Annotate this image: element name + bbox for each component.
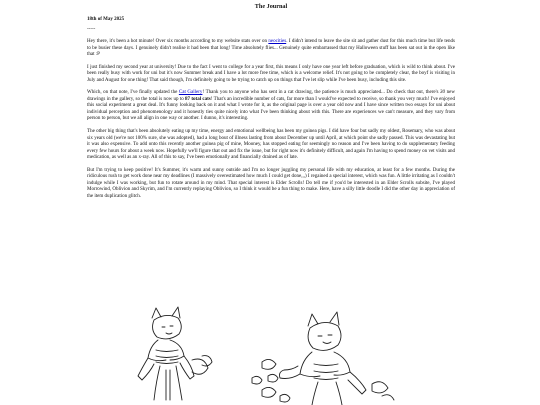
separator: ----- [87,27,96,32]
total-cats-strong: 87 total cats [185,96,211,102]
paragraph-text: ! That's an incredible number of cats, far more than I would've expected to receive, so thank you very much! I've enjoyed this social experiment a great deal. It's funny looking back on it and what I wrote for it, as the original page is over a year old now and I have since written two essays for uni about individual perception and phenomenology and it honestly ties quite nicely into what I've been thinking about with this. There are experiences we can't measure, and they vary from person to person, but we all align in one way or another. I dunno, it's interesting. [87,96,455,122]
page-title: The Journal [254,3,288,10]
paragraph-guinea-pigs: The other big thing that's been absolutely eating up my time, energy and emotional wellbeing has been my guinea pigs. I did have four but sadly my oldest, Rosemary, who was about six years old (we're not 100% sure, she was adopted), had a long bout of illness lasting from about December up until April, at which point she sadly passed. This was devastating but it was also expensive. To add onto this recently another guinea pig of mine, Mooney, has stopped eating for seemingly no reason and I've been having to do supplementary feeding every few hours for about a week now. Hopefully we'll figure that out and fix the issue, but for right now it's definitely difficult, and again I'm having to spend money on vet visits and medication, as well as an x-ray. All of this to say, I've been emotionally and financially drained as of late. [87,129,455,161]
cat-gallery-link[interactable]: Cat Gallery [178,90,203,96]
paragraph-university: I just finished my second year at university! Due to the fact I went to college for a year first, this means I only have one year left before graduation, which is wild to think about. I've been really busy with work for uni but it's now Summer break and I have a lot more free time, which is a welcome relief. It's not going to be completely clear, the boyf is visiting in July and August for one thing! That said though, I'm definitely going to be trying to catch up on things that I've let slip while I've been busy, including this site. [87,64,455,83]
doodle-character-left [138,307,212,400]
neocities-link[interactable]: neocities [268,39,287,44]
paragraph-text: ! Thank you to anyone who has sent in a cat drawing, the patience is much appreciated... Do check that out, there's [202,90,441,96]
paragraph-text: Hey there, it's been a hot minute! Over six months according to my website stats over on [87,39,269,44]
paragraph-summer: But I'm trying to keep positive! It's Summer, it's warm and sunny outside and I'm no longer juggling my personal life with my education, at least for a few months. During the ridiculous rush to get work done near my deadlines (I massively overestimated how much I could get done,,,) I regained a special interest, which was fun. A little irritating as I couldn't indulge while I was working, but fun to rotate around in my mind. That special interest is Elder Scrolls! Do tell me if you'd be interested in an Elder Scrolls subsite, I've played Morrowind, Oblivion and Skyrim, and I'm currently replaying Oblivion, so I think it would be a fun thing to make. Here, have a silly little doodle I did the other day in appreciation of the item duplication glitch. [87,167,455,199]
entry-date: 18th of May 2025 [87,17,125,22]
paragraph-text: Which, on that note, I've finally updated the [87,90,179,96]
paragraph-cat-gallery [87,90,455,123]
paragraph-text: new drawings in the gallery, so the total is now up to [87,90,455,102]
paragraph-text: . I didn't intend to leave the site sit and gather dust for this much time but life tends to be busier these days. I genuinely didn't realise it had been that long! Time absolutely flies... Genuinely quite embarrassed that my Halloween stuff has been sat out in the open like that :P [87,39,455,58]
emphasis-count: 30 [440,90,446,96]
doodle-image [112,300,428,405]
doodle-character-right [252,312,394,405]
paragraph-intro [87,39,455,59]
journal-page [87,0,455,200]
